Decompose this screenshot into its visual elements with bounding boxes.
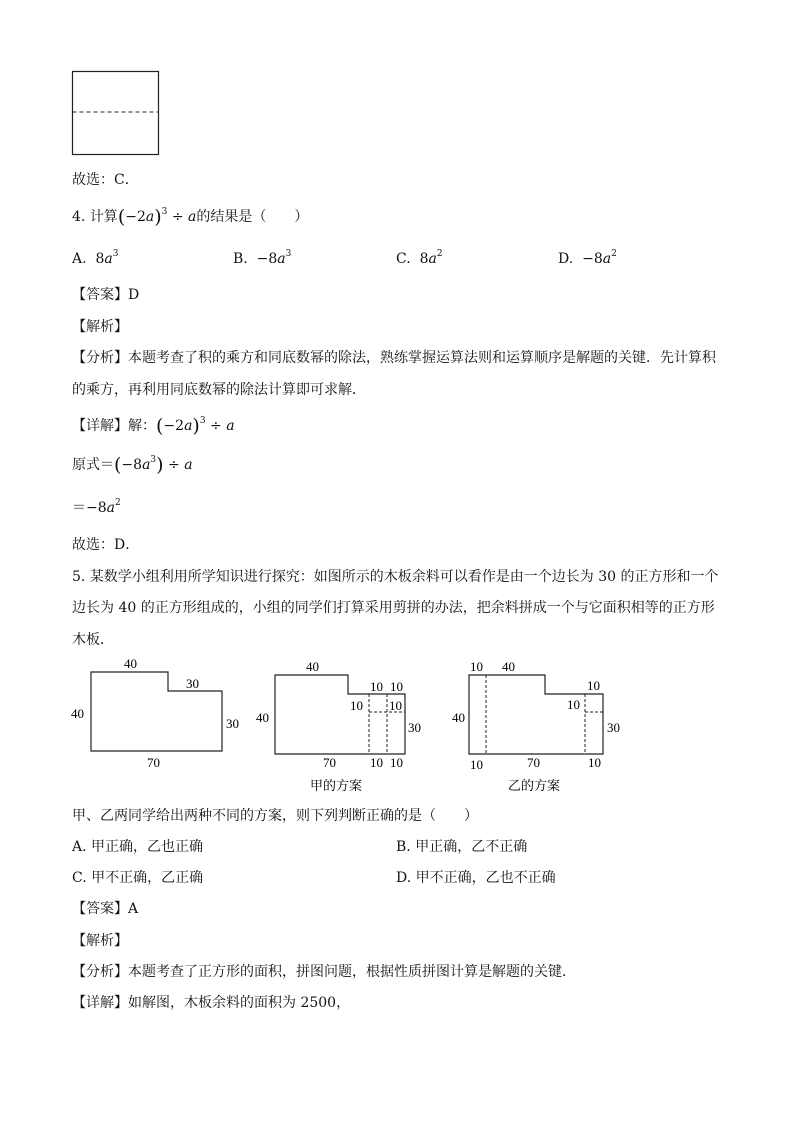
- figure-3-outline: [469, 675, 603, 754]
- figure-2-left-label: 40: [256, 710, 269, 725]
- q5-option-c: C. 甲不正确，乙正确: [72, 870, 204, 886]
- figure-3-left-label: 40: [452, 710, 465, 725]
- q3-conclusion: 故选：C．: [72, 172, 139, 188]
- figure-2: [256, 659, 421, 793]
- figure-2-right-label: 30: [408, 720, 421, 735]
- q5-option-d: D. 甲不正确，乙也不正确: [396, 870, 556, 886]
- figure-2-ten-label-bottom2: 10: [390, 755, 403, 770]
- figure-1-bottom-label: 70: [147, 755, 160, 770]
- figure-3-ten-label-topleft: 10: [470, 659, 483, 674]
- q5-question: 甲、乙两同学给出两种不同的方案，则下列判断正确的是（ ）: [72, 808, 478, 824]
- figure-3-top-label: 40: [502, 659, 515, 674]
- q4-step1: 原式$=(-8a^3) \div a$: [72, 454, 193, 476]
- figure-2-caption: 甲的方案: [310, 778, 363, 793]
- q4-conclusion: 故选：D．: [72, 537, 140, 553]
- figure-2-ten-label-bottom1: 10: [370, 755, 383, 770]
- q5-fenxi: 【分析】本题考查了正方形的面积，拼图问题，根据性质拼图计算是解题的关键．: [72, 964, 576, 980]
- figure-3-ten-label-bottomleft: 10: [470, 757, 483, 772]
- figure-2-top-label: 40: [306, 659, 319, 674]
- q5-analysis-tag: 【解析】: [72, 933, 128, 949]
- figure-1-top-label: 40: [124, 656, 137, 671]
- q4-option-b: B. $-8a^3$: [233, 249, 292, 267]
- figure-2-ten-label-side: 10: [389, 698, 402, 713]
- q4-option-a: A. $8a^3$: [72, 249, 119, 267]
- figure-2-outline: [275, 675, 405, 754]
- q5-answer: 【答案】A: [72, 901, 139, 917]
- q4-step2: $=-8a^2$: [72, 498, 121, 516]
- figure-1-right-label: 30: [226, 716, 239, 731]
- q5-option-a: A. 甲正确，乙也正确: [72, 839, 204, 855]
- figure-1-left-label: 40: [71, 706, 84, 721]
- q4-option-d: D. $-8a^2$: [558, 249, 617, 267]
- q5-option-b: B. 甲正确，乙不正确: [396, 839, 528, 855]
- q4-analysis-tag: 【解析】: [72, 319, 128, 335]
- figure-2-ten-label-top2: 10: [390, 679, 403, 694]
- figure-3-ten-label-inner: 10: [567, 697, 580, 712]
- q5-line1: 5. 某数学小组利用所学知识进行探究：如图所示的木板余料可以看作是由一个边长为 30 的正方形和一个: [72, 569, 719, 585]
- figure-3-bottom-label: 70: [527, 755, 540, 770]
- q4-exp: 3: [161, 207, 168, 217]
- q4-fenxi-line1: 【分析】本题考查了积的乘方和同底数幂的除法，熟练掌握运算法则和运算顺序是解题的关键．先计算积: [72, 350, 716, 366]
- figure-3-caption: 乙的方案: [508, 778, 561, 793]
- q4-fenxi-line2: 的乘方，再利用同底数幂的除法计算即可求解．: [72, 382, 366, 398]
- figure-1-outline: [91, 672, 222, 751]
- figure-2-ten-label-top1: 10: [370, 679, 383, 694]
- figure-3: [452, 659, 620, 793]
- q4-prefix: 计算: [89, 209, 118, 225]
- q4-div-var: a: [188, 209, 197, 225]
- figure-3-ten-label-topright: 10: [587, 678, 600, 693]
- square-outline: [73, 72, 159, 155]
- q5-detail: 【详解】如解图，木板余料的面积为 2500，: [72, 995, 351, 1011]
- top-square-figure: [70, 69, 162, 157]
- q5-figures: [60, 650, 640, 800]
- figure-2-bottom-label: 70: [323, 755, 336, 770]
- q4-answer: 【答案】D: [72, 287, 140, 303]
- figure-1: [71, 656, 239, 770]
- q4-option-c: C. $8a^2$: [396, 249, 443, 267]
- figure-2-ten-label-inner: 10: [350, 698, 363, 713]
- q5-line3: 木板．: [72, 632, 114, 648]
- q4-stem: 4. 计算$(-2a)^3 \div a$的结果是（ ）: [72, 206, 309, 228]
- q4-var: a: [145, 209, 155, 225]
- q4-detail: 【详解】解：$(-2a)^3 \div a$: [72, 415, 235, 437]
- q5-line2: 边长为 40 的正方形组成的，小组的同学们打算采用剪拼的办法，把余料拼成一个与它面积相等的正方形: [72, 600, 715, 616]
- figure-3-right-label: 30: [607, 720, 620, 735]
- figure-1-step-label: 30: [186, 676, 199, 691]
- q4-div: ÷: [171, 209, 184, 225]
- q4-coef: −2: [125, 209, 146, 225]
- q4-number: 4.: [72, 209, 86, 225]
- figure-3-ten-label-bottomright: 10: [588, 755, 601, 770]
- q4-suffix: 的结果是（ ）: [196, 209, 309, 225]
